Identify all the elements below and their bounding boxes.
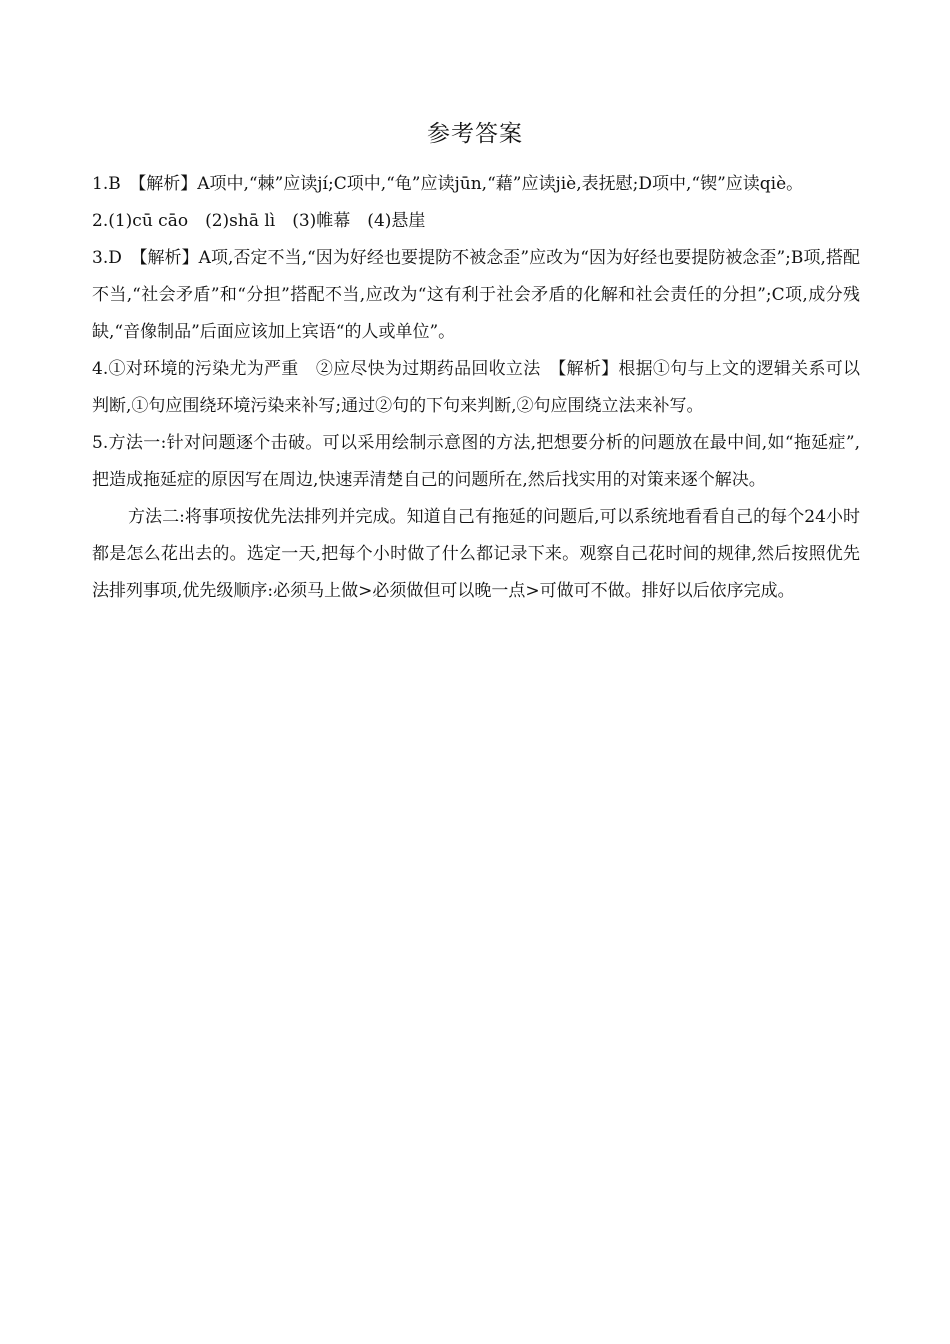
page-title: 参考答案 (427, 121, 523, 147)
answer-5-method-1: 5.方法一:针对问题逐个击破。可以采用绘制示意图的方法,把想要分析的问题放在最中间,如“拖延症”,把造成拖延症的原因写在周边,快速弄清楚自己的问题所在,然后找实用的对策来逐个解决。 (92, 433, 860, 490)
answer-3: 3.D 【解析】A项,否定不当,“因为好经也要提防不被念歪”应改为“因为好经也要提防被念歪”;B项,搭配不当,“社会矛盾”和“分担”搭配不当,应改为“这有利于社会矛盾的化解和社会责任的分担”;C项,成分残缺,“音像制品”后面应该加上宾语“的人或单位”。 (92, 248, 860, 342)
answer-4: 4.①对环境的污染尤为严重 ②应尽快为过期药品回收立法 【解析】根据①句与上文的逻辑关系可以判断,①句应围绕环境污染来补写;通过②句的下句来判断,②句应围绕立法来补写。 (92, 359, 860, 416)
answer-1: 1.B 【解析】A项中,“棘”应读jí;C项中,“龟”应读jūn,“藉”应读jiè,表抚慰;D项中,“锲”应读qiè。 (92, 174, 804, 194)
answer-2: 2.(1)cū cāo (2)shā lì (3)帷幕 (4)悬崖 (92, 211, 426, 231)
answer-list (92, 166, 860, 610)
answer-5-method-2: 方法二:将事项按优先法排列并完成。知道自己有拖延的问题后,可以系统地看看自己的每个24小时都是怎么花出去的。选定一天,把每个小时做了什么都记录下来。观察自己花时间的规律,然后按照优先法排列事项,优先级顺序:必须马上做>必须做但可以晚一点>可做可不做。排好以后依序完成。 (92, 507, 860, 601)
